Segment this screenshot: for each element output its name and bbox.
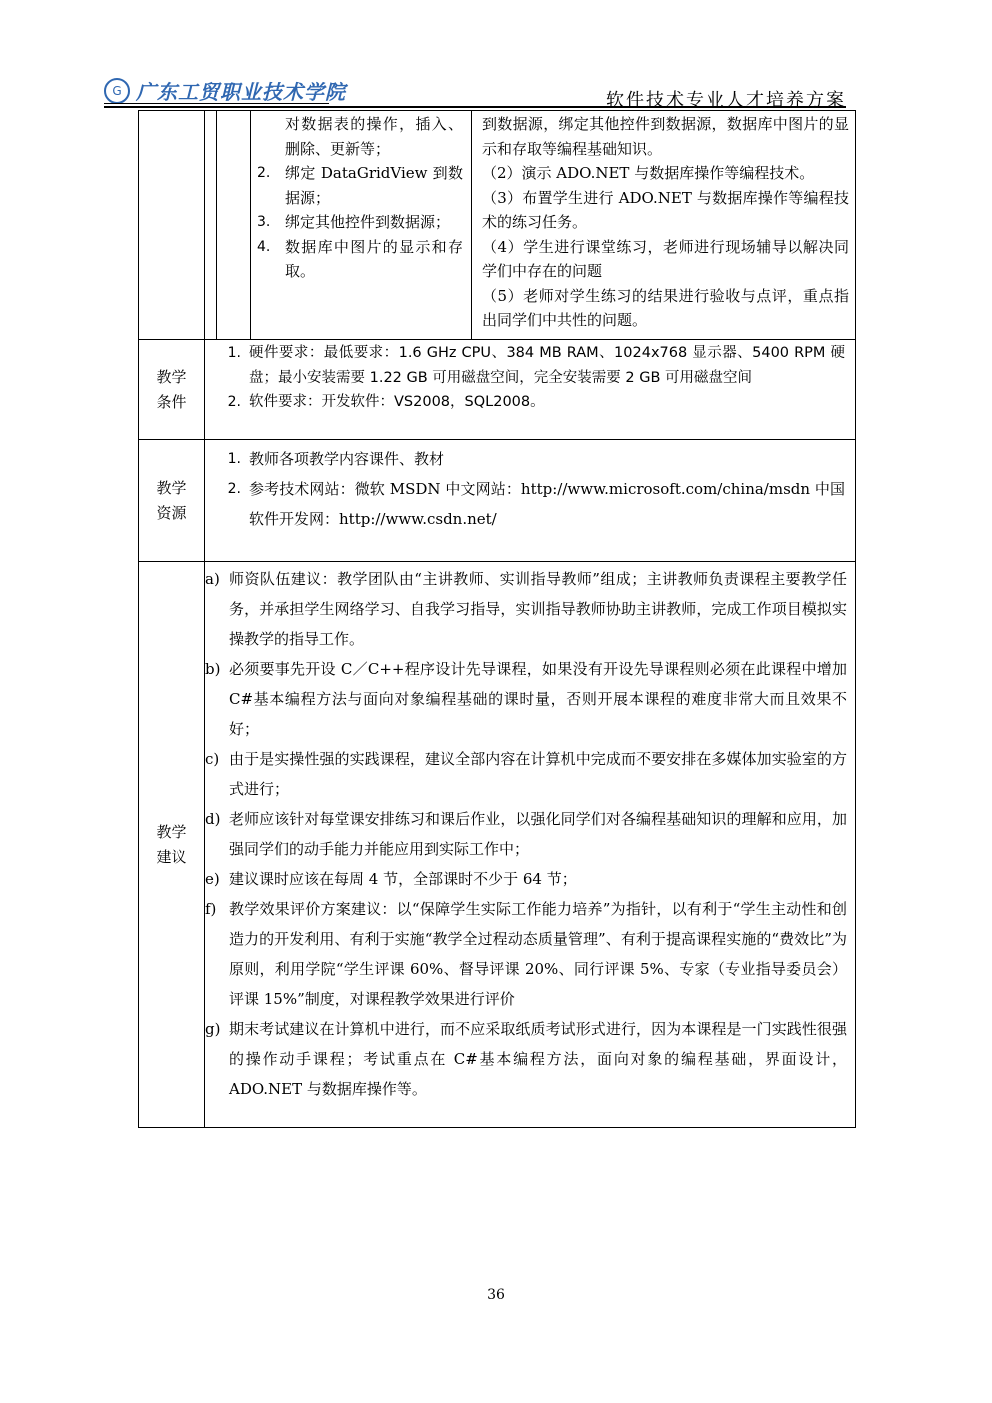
method-paragraph: （3）布置学生进行 ADO.NET 与数据库操作等编程技术的练习任务。 xyxy=(482,188,849,231)
list-item: 对数据表的操作，插入、删除、更新等； xyxy=(285,115,463,158)
list-item: a) 师资队伍建议：教学团队由“主讲教师、实训指导教师”组成；主讲教师负责课程主要教学任务，并承担学生网络学习、自我学习指导，实训指导教师协助主讲教师，完成工作项目模拟实操教学的指导工作。 xyxy=(205,570,847,648)
method-paragraph: 到数据源，绑定其他控件到数据源，数据库中图片的显示和存取等编程基础知识。 xyxy=(482,115,849,158)
topic-list xyxy=(251,112,471,284)
list-item: e) 建议课时应该在每周 4 节，全部课时不少于 64 节； xyxy=(205,870,577,888)
list-item: g) 期末考试建议在计算机中进行，而不应采取纸质考试形式进行，因为本课程是一门实践性很强的操作动手课程；考试重点在 C#基本编程方法，面向对象的编程基础，界面设计， ADO.NET 与数据库操作等。 xyxy=(205,1020,847,1098)
list-item: 3. 绑定其他控件到数据源； xyxy=(257,213,451,231)
list-item: 2. 软件要求：开发软件：VS2008，SQL2008。 xyxy=(227,394,545,410)
list-item: c) 由于是实操性强的实践课程，建议全部内容在计算机中完成而不要安排在多媒体加实验室的方式进行； xyxy=(205,750,847,798)
resources-label: 教学资源 xyxy=(139,440,205,562)
list-item: d) 老师应该针对每堂课安排练习和课后作业，以强化同学们对各编程基础知识的理解和应用，加强同学们的动手能力并能应用到实际工作中； xyxy=(205,810,847,858)
empty-cell-3 xyxy=(217,111,251,340)
conditions-label: 教学条件 xyxy=(139,340,205,440)
table-row-conditions xyxy=(139,340,856,440)
document-title: 软件技术专业人才培养方案 xyxy=(606,90,846,111)
resources-list xyxy=(205,444,855,534)
list-item: f) 教学效果评价方案建议：以“保障学生实际工作能力培养”为指针，以有利于“学生主动性和创造力的开发利用、有利于实施“教学全过程动态质量管理”、有利于提高课程实施的“费效比”为原则，利用学院“学生评课 60%、督导评课 20%、同行评课 5%、专家（专业指导委员会）评课 15%”制度，对课程教学效果进行评价 xyxy=(205,900,847,1008)
school-emblem-icon: G xyxy=(104,78,130,104)
list-item: 1. 教师各项教学内容课件、教材 xyxy=(227,450,445,468)
course-table xyxy=(138,110,856,1128)
method-paragraph: （4）学生进行课堂练习，老师进行现场辅导以解决同学们中存在的问题 xyxy=(482,237,849,280)
list-item: 2. 绑定 DataGridView 到数据源； xyxy=(257,164,463,207)
empty-cell-2 xyxy=(205,111,217,340)
school-name: 广东工贸职业技术学院 xyxy=(136,80,346,104)
conditions-list xyxy=(205,341,855,415)
list-item: 4. 数据库中图片的显示和存取。 xyxy=(257,237,463,280)
suggestions-label: 教学建议 xyxy=(139,562,205,1128)
method-paragraph: （5）老师对学生练习的结果进行验收与点评，重点指出同学们中共性的问题。 xyxy=(482,286,849,329)
suggestions-cell xyxy=(205,562,856,1128)
topic-list-cell xyxy=(251,111,472,340)
list-item: b) 必须要事先开设 C／C++程序设计先导课程，如果没有开设先导课程则必须在此课程中增加 C#基本编程方法与面向对象编程基础的课时量，否则开展本课程的难度非常大而且效果不好； xyxy=(205,660,847,738)
table-row-content-cont xyxy=(139,111,856,340)
table-row-suggestions xyxy=(139,562,856,1128)
list-item: 2. 参考技术网站：微软 MSDN 中文网站：http://www.microsoft.com/china/msdn 中国软件开发网：http://www.csdn.net/ xyxy=(227,480,845,528)
method-cell xyxy=(472,111,856,340)
conditions-cell xyxy=(205,340,856,440)
resources-cell xyxy=(205,440,856,562)
empty-cell-1 xyxy=(139,111,205,340)
header-rule xyxy=(104,106,846,108)
page-number: 36 xyxy=(487,1287,505,1303)
header-rule-thin xyxy=(104,103,329,104)
list-item: 1. 硬件要求：最低要求：1.6 GHz CPU、384 MB RAM、1024x768 显示器、5400 RPM 硬盘；最小安装需要 1.22 GB 可用磁盘空间，完全安装需要 2 GB 可用磁盘空间 xyxy=(227,345,845,386)
page-header xyxy=(104,74,846,110)
suggestions-list xyxy=(205,564,855,1104)
method-paragraph: （2）演示 ADO.NET 与数据库操作等编程技术。 xyxy=(482,164,815,182)
table-row-resources xyxy=(139,440,856,562)
school-logo xyxy=(104,76,346,105)
